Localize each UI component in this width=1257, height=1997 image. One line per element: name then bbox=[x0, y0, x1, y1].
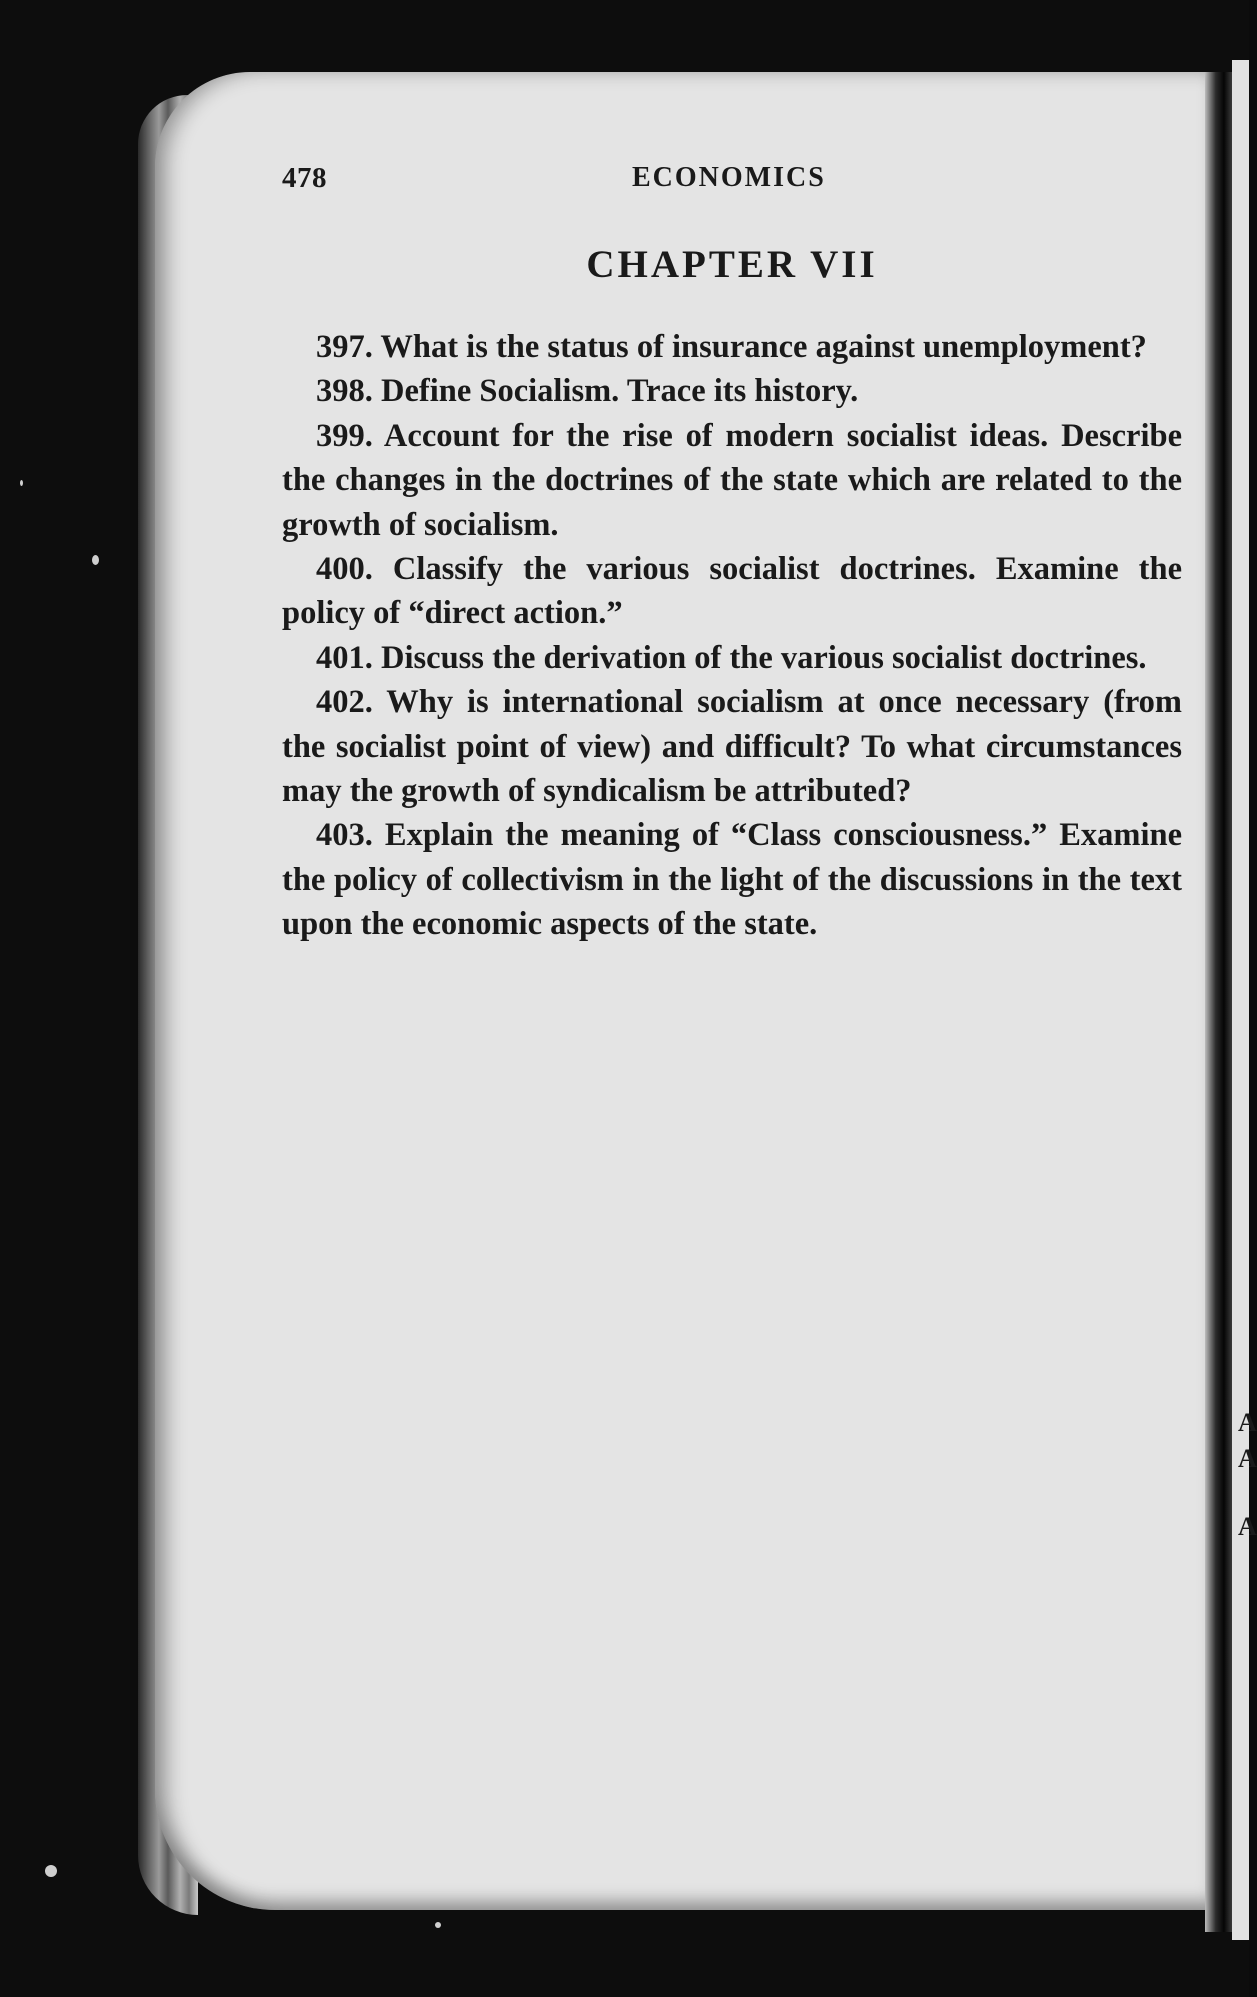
book-title: ECONOMICS bbox=[632, 162, 826, 193]
scan-speck bbox=[92, 555, 99, 565]
next-page-fragment: A bbox=[1238, 1512, 1257, 1541]
scan-speck bbox=[435, 1922, 441, 1928]
book-gutter bbox=[1205, 72, 1232, 1932]
question-402: 402. Why is international socialism at once necessary (from the socialist point of view) and difficult? To what circumstances may the growth of syndicalism be attributed? bbox=[282, 684, 1182, 810]
question-403: 403. Explain the meaning of “Class consciousness.” Examine the policy of collectivism in the light of the discussions in the text upon the economic aspects of the state. bbox=[282, 817, 1182, 943]
running-head bbox=[282, 162, 1182, 202]
next-page-fragment: A bbox=[1238, 1408, 1257, 1437]
question-401: 401. Discuss the derivation of the various socialist doctrines. bbox=[316, 639, 1147, 676]
question-397: 397. What is the status of insurance against unemployment? bbox=[316, 329, 1147, 365]
next-page-edge bbox=[1232, 60, 1257, 1940]
question-400: 400. Classify the various socialist doctrines. Examine the policy of “direct action.” bbox=[282, 551, 1182, 632]
page-number: 478 bbox=[282, 162, 327, 194]
question-399: 399. Account for the rise of modern socialist ideas. Describe the changes in the doctrines of the state which are related to the growth of socialism. bbox=[282, 417, 1182, 543]
chapter-title: CHAPTER VII bbox=[586, 243, 878, 286]
question-398: 398. Define Socialism. Trace its history. bbox=[316, 373, 859, 410]
next-page-fragments bbox=[1238, 1405, 1257, 1545]
next-page-fragment: A bbox=[1238, 1444, 1257, 1473]
question-list bbox=[282, 325, 1182, 947]
scan-speck bbox=[20, 480, 23, 486]
scan-speck bbox=[45, 1865, 57, 1877]
